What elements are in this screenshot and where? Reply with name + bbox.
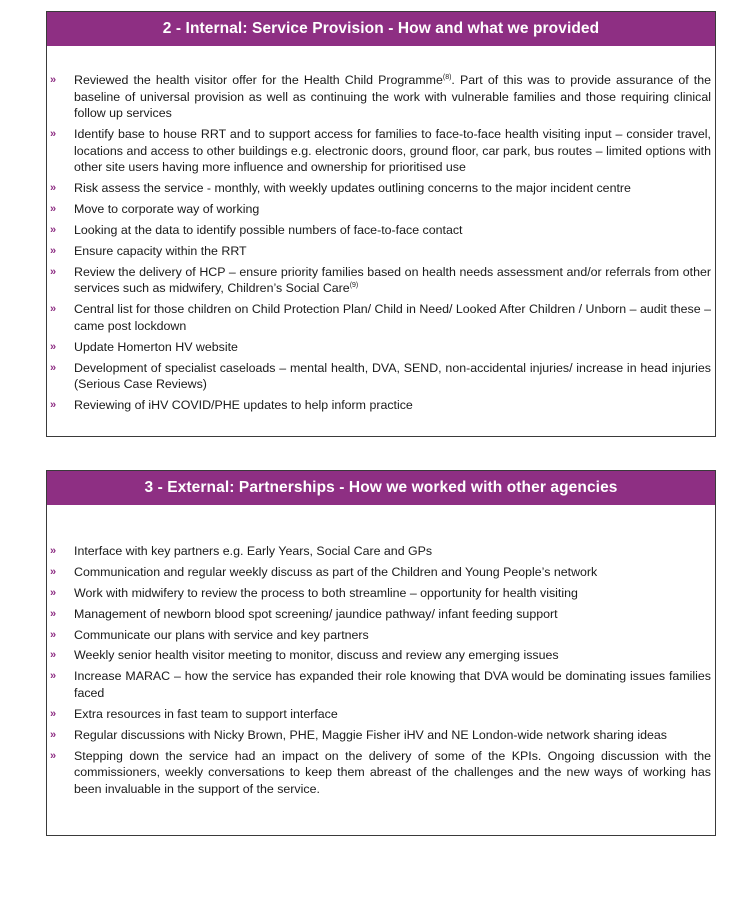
- list-item-text: [74, 669, 711, 700]
- list-item: [47, 243, 715, 260]
- bullet-chevron-icon: »: [50, 244, 57, 257]
- list-item-text: [74, 244, 247, 258]
- list-item: [47, 301, 715, 334]
- list-item-main-text: Looking at the data to identify possible numbers of face-to-face contact: [74, 222, 463, 237]
- list-item-text: [74, 202, 259, 216]
- list-item: [47, 339, 715, 356]
- list-item-continued-text: . Part of this was to provide assurance of the baseline of universal provision as well as continuing the work with vulnerable families and those requiring clinical follow up services: [74, 73, 712, 121]
- bullet-chevron-icon: »: [50, 628, 57, 641]
- list-item-main-text: Move to corporate way of working: [74, 202, 260, 217]
- list-item-main-text: Reviewed the health visitor offer for the Health Child Programme: [74, 73, 443, 87]
- list-item: [47, 668, 715, 701]
- bullet-chevron-icon: »: [50, 303, 57, 316]
- list-item-main-text: Stepping down the service had an impact on the delivery of some of the KPIs. Ongoing discussion with the commissioners, weekly conversations to keep them abreast of the challenges and the new ways of working has been invaluable in the support of the service.: [74, 748, 711, 796]
- list-item-main-text: Communication and regular weekly discuss as part of the Children and Young People’s network: [74, 564, 598, 579]
- reference-superscript: (9): [349, 282, 359, 290]
- list-item: [47, 727, 715, 744]
- list-item-main-text: Extra resources in fast team to support interface: [74, 706, 338, 721]
- bullet-chevron-icon: »: [50, 545, 57, 557]
- list-item-text: [74, 586, 578, 600]
- list-item-text: [74, 565, 597, 579]
- bullet-chevron-icon: »: [50, 223, 57, 236]
- list-item-text: [74, 302, 711, 333]
- bullet-chevron-icon: »: [50, 607, 57, 620]
- list-item-main-text: Central list for those children on Child Protection Plan/ Child in Need/ Looked After Children / Unborn – audit these – came post lockdown: [74, 302, 711, 333]
- list-item: [47, 627, 715, 644]
- list-item-main-text: Management of newborn blood spot screening/ jaundice pathway/ infant feeding support: [74, 606, 558, 621]
- list-item-main-text: Regular discussions with Nicky Brown, PHE, Maggie Fisher iHV and NE London-wide network sharing ideas: [74, 727, 667, 742]
- bullet-chevron-icon: »: [50, 128, 57, 141]
- bullet-chevron-icon: »: [50, 265, 57, 278]
- list-item-text: [74, 398, 413, 412]
- list-item-text: [74, 607, 558, 621]
- bullet-chevron-icon: »: [50, 749, 57, 762]
- list-item: [47, 397, 715, 414]
- bullet-list: [47, 543, 715, 802]
- list-item-text: [74, 340, 238, 354]
- bullet-chevron-icon: »: [50, 649, 57, 662]
- list-item-main-text: Update Homerton HV website: [74, 339, 238, 354]
- list-item-main-text: Identify base to house RRT and to support access for families to face-to-face health visiting input – consider travel, locations and access to other buildings e.g. electronic doors, ground floor, car park, bus routes – limited options with other site users having more influence and ownership for prioritised use: [74, 127, 711, 175]
- list-item-text: [74, 648, 559, 662]
- bullet-chevron-icon: »: [50, 728, 57, 741]
- list-item: [47, 360, 715, 393]
- bullet-chevron-icon: »: [50, 670, 57, 683]
- bullet-chevron-icon: »: [50, 565, 57, 578]
- list-item-text: [74, 73, 711, 120]
- list-item: [47, 647, 715, 664]
- bullet-chevron-icon: »: [50, 361, 57, 374]
- bullet-chevron-icon: »: [50, 203, 57, 216]
- list-item-main-text: Weekly senior health visitor meeting to monitor, discuss and review any emerging issues: [74, 648, 559, 663]
- reference-superscript: (8): [442, 73, 452, 81]
- list-item: [47, 201, 715, 218]
- bullet-chevron-icon: »: [50, 399, 57, 412]
- list-item-main-text: Development of specialist caseloads – mental health, DVA, SEND, non-accidental injuries/ increase in head injuries (Serious Case Reviews): [74, 360, 711, 392]
- bullet-chevron-icon: »: [50, 74, 57, 86]
- bullet-chevron-icon: »: [50, 586, 57, 599]
- section-external-partnerships: [46, 470, 716, 836]
- section-title: 2 - Internal: Service Provision - How and what we provided: [47, 12, 715, 46]
- section-title: 3 - External: Partnerships - How we worked with other agencies: [47, 471, 715, 505]
- list-item: [47, 126, 715, 176]
- list-item-text: [74, 181, 631, 195]
- list-item-main-text: Increase MARAC – how the service has expanded their role knowing that DVA would be dominating issues families faced: [74, 669, 711, 700]
- list-item-main-text: Interface with key partners e.g. Early Years, Social Care and GPs: [74, 544, 433, 558]
- list-item-text: [74, 265, 711, 296]
- list-item-text: [74, 223, 462, 237]
- list-item-text: [74, 707, 338, 721]
- list-item-text: [74, 628, 369, 642]
- list-item-main-text: Risk assess the service - monthly, with weekly updates outlining concerns to the major incident centre: [74, 181, 631, 196]
- list-item: [47, 585, 715, 602]
- list-item-main-text: Work with midwifery to review the process to both streamline – opportunity for health visiting: [74, 585, 578, 600]
- bullet-chevron-icon: »: [50, 340, 57, 353]
- list-item: [47, 564, 715, 581]
- list-item-text: [74, 127, 711, 174]
- list-item: [47, 72, 715, 122]
- list-item: [47, 180, 715, 197]
- bullet-list: [47, 72, 715, 418]
- list-item-text: [74, 544, 432, 558]
- list-item-main-text: Ensure capacity within the RRT: [74, 243, 247, 258]
- list-item-main-text: Review the delivery of HCP – ensure priority families based on health needs assessment and/or referrals from other services such as midwifery, Children’s Social Care: [74, 264, 711, 296]
- list-item: [47, 543, 715, 560]
- list-item: [47, 222, 715, 239]
- list-item: [47, 264, 715, 297]
- list-item-text: [74, 749, 711, 796]
- list-item-main-text: Communicate our plans with service and key partners: [74, 627, 369, 642]
- bullet-chevron-icon: »: [50, 707, 57, 720]
- list-item: [47, 748, 715, 798]
- bullet-chevron-icon: »: [50, 182, 57, 195]
- list-item-main-text: Reviewing of iHV COVID/PHE updates to help inform practice: [74, 398, 413, 413]
- list-item-text: [74, 361, 711, 392]
- list-item: [47, 606, 715, 623]
- section-internal-service-provision: [46, 11, 716, 437]
- list-item: [47, 706, 715, 723]
- list-item-text: [74, 728, 667, 742]
